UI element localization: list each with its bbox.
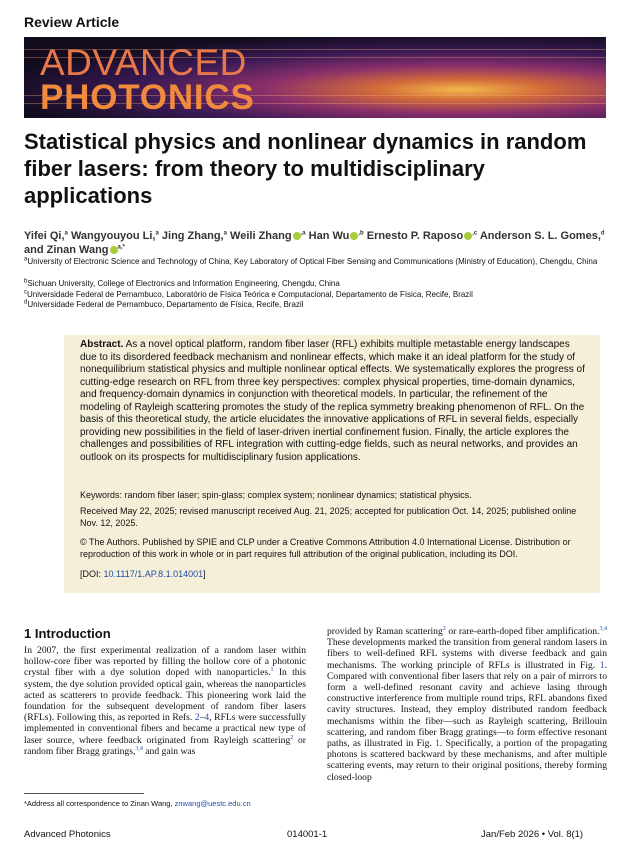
- author: Yifei Qi,: [24, 230, 65, 242]
- body-column-left: In 2007, the first experimental realization of a random laser within hollow-core fiber was reported by filling the hollow core of a photonic crystal fiber with a dye solution doped with nanoparticles.$^1$ In this system, the dye solution provided optical gain, whereas the nanoparticles acted as scatterers to provide feedback. This pioneering work laid the foundation for the subsequent development of random fiber lasers (RFLs). Following this, as reported in Refs. 2–4, RFLs were successfully implemented in conventional fibers and became a practical new type of laser source, where feedback originated from Rayleigh scattering$^2$ or random fiber Bragg gratings,$^{3,4}$ and gain was: [24, 645, 307, 757]
- footer-issue: Jan/Feb 2026 • Vol. 8(1): [481, 829, 584, 840]
- affiliation: $^a$University of Electronic Science and Technology of China, Key Laboratory of Optical Fiber Sensing and Communications (Ministry of Education), Chengdu, China: [24, 256, 598, 266]
- affiliation: $^b$Sichuan University, College of Electronics and Information Engineering, Chengdu, China: [24, 278, 340, 288]
- license: © The Authors. Published by SPIE and CLP under a Creative Commons Attribution 4.0 International License. Distribution or reproduction of this work in whole or in part requires full attribution of the original publication, including its DOI.: [80, 537, 571, 559]
- doi-link[interactable]: 10.1117/1.AP.8.1.014001: [103, 569, 204, 579]
- orcid-icon[interactable]: [464, 232, 472, 240]
- author: Han Wu: [308, 230, 350, 242]
- author: Weili Zhang: [230, 230, 292, 242]
- abstract: Abstract. As a novel optical platform, random fiber laser (RFL) exhibits multiple metastable energy landscapes due to its disordered feedback mechanism and nonlinear effects, which make it an ideal platform for the study of nonequilibrium statistical physics and multiple nonlinear optical effects. We systematically explores the progress of cutting-edge research on RFL from three key perspectives: complex physical properties, time-domain dynamics, and frequency-domain dynamics in conjunction with theoretical models. In particular, the refinement of the modeling of Rayleigh scattering promotes the study of the replica symmetry breaking phenomenon of RFL. On the basis of this theoretical study, the article elucidates the innovative applications of RFL in several fields, especially providing new possibilities in the field of laser-driven inertial confinement fusion. Finally, the article explores the challenges and possibilities of RFL integration with cutting-edge fields, such as neural networks, and provides an outlook on its prospects for multidisciplinary fusion applications.: [80, 339, 585, 463]
- footnote-rule: [24, 793, 144, 794]
- author-list: Yifei Qi,$^a$ Wangyouyou Li,$^a$ Jing Zhang,$^a$ Weili Zhang $^{,a}$ Han Wu $^{,b}$ Ernesto P. Raposo $^{,c}$ Anderson S. L. Gomes,$^d$ and Zinan Wang $^{a,*}$: [24, 230, 605, 256]
- body-column-right: provided by Raman scattering$^2$ or rare-earth-doped fiber amplification.$^{3,4}$ These developments marked the transition from general random lasers in fibers to well-defined RFL systems with diverse feedback and gain mechanisms. The working principle of RFLs is illustrated in Fig. 1. Compared with conventional fiber lasers that rely on a pair of mirrors to form a well-defined resonant cavity and achieve lasing through constructive interference from multiple round trips, RFL abandons fixed cavity structures. Instead, they employ distributed random feedback mechanisms within the fiber—such as Rayleigh scattering, Brillouin scattering, and random fiber Bragg gratings—to form effective resonant paths, as illustrated in Fig. 1. Specifically, a portion of the propagating photons is scattered backward by these mechanisms, and after multiple scattering events, may return to their original positions, thereby forming closed-loop: [327, 625, 607, 783]
- affiliation: $^c$Universidade Federal de Pernambuco, Laboratório de Física Teórica e Computacional, Departamento de Física, Recife, Brazil: [24, 289, 473, 299]
- keywords: Keywords: random fiber laser; spin-glass; complex system; nonlinear dynamics; statistical physics.: [80, 490, 472, 500]
- footnote: *Address all correspondence to Zinan Wang, znwang@uestc.edu.cn: [24, 799, 251, 808]
- journal-logo-line2: PHOTONICS: [40, 78, 255, 117]
- email-link[interactable]: znwang@uestc.edu.cn: [174, 799, 251, 808]
- received-dates: Received May 22, 2025; revised manuscript received Aug. 21, 2025; accepted for publication Oct. 14, 2025; published online Nov. 12, 2025.: [80, 506, 577, 528]
- author: Wangyouyou Li,: [70, 230, 156, 242]
- journal-logo-line1: ADVANCED: [40, 42, 247, 83]
- footer-article-id: 014001-1: [287, 829, 328, 840]
- author: Jing Zhang,: [161, 230, 224, 242]
- author: Ernesto P. Raposo: [366, 230, 464, 242]
- orcid-icon[interactable]: [293, 232, 301, 240]
- article-title: Statistical physics and nonlinear dynamics in random fiber lasers: from theory to multidisciplinary applications: [24, 129, 587, 208]
- affiliation: $^d$Universidade Federal de Pernambuco, Departamento de Física, Recife, Brazil: [24, 299, 304, 309]
- orcid-icon[interactable]: [110, 246, 118, 254]
- footer-journal: Advanced Photonics: [24, 829, 111, 840]
- author: and Zinan Wang: [24, 244, 109, 256]
- section-heading: 1 Introduction: [24, 626, 111, 641]
- article-type: Review Article: [24, 14, 120, 30]
- author: Anderson S. L. Gomes,: [479, 230, 601, 242]
- doi: [DOI: 10.1117/1.AP.8.1.014001]: [80, 569, 206, 579]
